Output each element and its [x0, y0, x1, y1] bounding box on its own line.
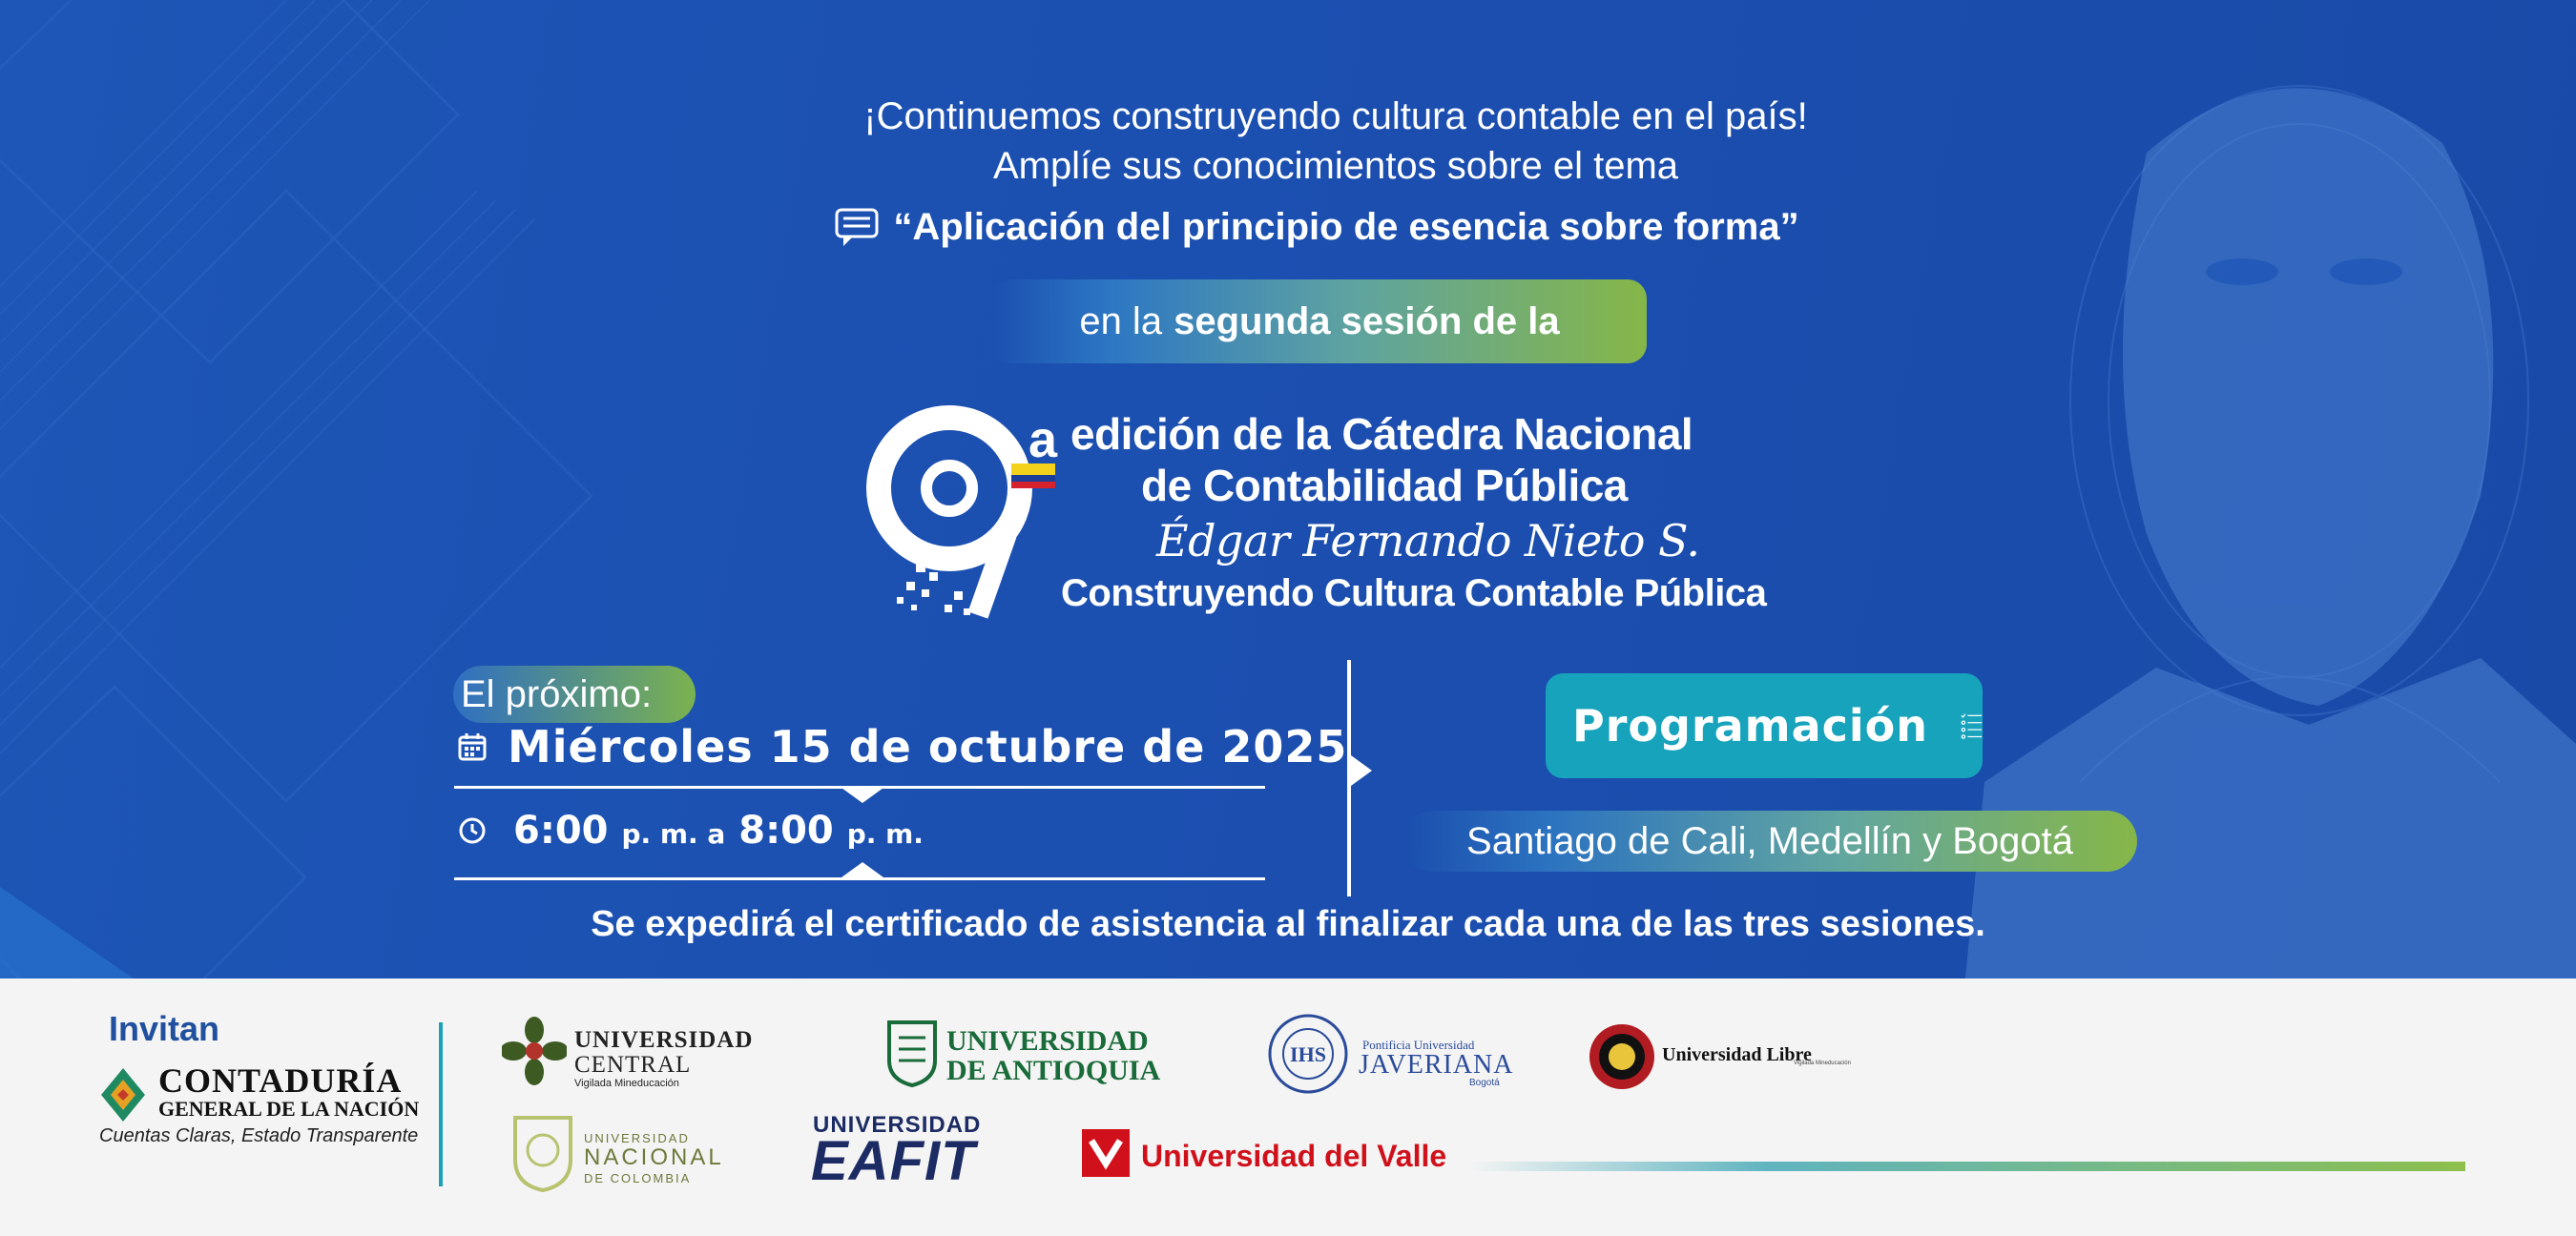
time-start: 6:00	[513, 809, 609, 853]
edition-line-2: de Contabilidad Pública	[1141, 461, 1628, 510]
u-javeriana-line-1: Pontificia Universidad	[1362, 1038, 1475, 1052]
svg-text:IHS: IHS	[1290, 1042, 1326, 1066]
u-libre-seal-icon	[1588, 1022, 1656, 1091]
event-date	[458, 721, 1347, 772]
u-nacional-line-3: DE COLOMBIA	[584, 1171, 692, 1185]
certificate-note: Se expedirá el certificado de asistencia al finalizar cada una de las tres sesiones.	[591, 904, 1985, 944]
u-libre-line-2: Vigilada Mineducación	[1794, 1061, 1851, 1066]
divider-notch-bottom	[841, 862, 883, 877]
cgn-slogan: Cuentas Claras, Estado Transparente	[99, 1125, 419, 1146]
intro-line-1: ¡Continuemos construyendo cultura contable en el país!	[863, 95, 1808, 137]
date-text: Miércoles 15 de octubre de 2025	[508, 721, 1348, 772]
u-central-line-1: UNIVERSIDAD	[574, 1027, 754, 1053]
footer-gradient-line	[1469, 1162, 2465, 1171]
cities-text: Santiago de Cali, Medellín y Bogotá	[1466, 819, 2073, 862]
u-javeriana-line-2: JAVERIANA	[1359, 1050, 1514, 1080]
u-central-line-2: CENTRAL	[574, 1052, 692, 1078]
topic-title	[792, 206, 1841, 249]
u-valle-name: Universidad del Valle	[1141, 1139, 1447, 1173]
edition-superscript: a	[1028, 411, 1058, 468]
divider-bottom	[454, 877, 1265, 880]
u-eafit-line-1: UNIVERSIDAD	[813, 1112, 982, 1138]
topic-text: “Aplicación del principio de esencia sobre forma”	[893, 206, 1799, 248]
time-range	[513, 809, 924, 853]
footer-separator	[439, 1022, 443, 1186]
time-end-suffix: p. m.	[846, 818, 924, 850]
u-javeriana-seal-icon	[1265, 1013, 1351, 1095]
u-javeriana-line-3: Bogotá	[1469, 1078, 1500, 1088]
u-valle-logo-icon	[1082, 1129, 1130, 1177]
u-central-logo-icon	[502, 1017, 567, 1085]
checklist-icon	[1961, 693, 1983, 758]
edition-line-1: edición de la Cátedra Nacional	[1070, 409, 1693, 459]
invite-label: Invitan	[109, 1009, 220, 1048]
u-central-line-3: Vigilada Mineducación	[574, 1078, 679, 1089]
time-start-suffix: p. m. a	[621, 818, 726, 850]
session-bold: segunda sesión de la	[1174, 299, 1560, 342]
u-antioquia-line-2: DE ANTIOQUIA	[946, 1055, 1161, 1086]
time-end: 8:00	[738, 809, 834, 853]
u-libre-line-1: Universidad Libre	[1662, 1044, 1812, 1065]
cgn-title: CONTADURÍA	[158, 1061, 403, 1100]
vertical-divider-pointer	[1351, 755, 1372, 786]
calendar-icon	[458, 732, 487, 761]
session-prefix: en la	[1079, 299, 1163, 342]
program-button[interactable]	[1546, 673, 1983, 778]
u-antioquia-line-1: UNIVERSIDAD	[946, 1025, 1149, 1057]
cities-pill	[1402, 811, 2137, 872]
divider-notch	[841, 788, 883, 803]
event-time	[458, 809, 924, 853]
u-nacional-seal-icon	[509, 1112, 576, 1194]
next-label-pill	[453, 666, 696, 723]
cgn-subtitle: GENERAL DE LA NACIÓN	[158, 1097, 420, 1121]
next-label: El próximo:	[461, 672, 653, 715]
edition-honoree: Édgar Fernando Nieto S.	[1156, 515, 1700, 566]
chat-icon	[834, 207, 880, 249]
u-nacional-line-1: UNIVERSIDAD	[584, 1131, 690, 1145]
session-pill	[992, 279, 1647, 363]
u-nacional-line-2: NACIONAL	[584, 1144, 724, 1170]
clock-icon	[458, 816, 487, 845]
program-label: Programación	[1572, 700, 1929, 752]
u-eafit-line-2: EAFIT	[811, 1130, 976, 1192]
u-antioquia-shield-icon	[885, 1019, 939, 1087]
intro-line-2: Amplíe sus conocimientos sobre el tema	[992, 145, 1679, 187]
cgn-logo-icon	[99, 1066, 147, 1125]
edition-slogan: Construyendo Cultura Contable Pública	[1061, 572, 1767, 614]
